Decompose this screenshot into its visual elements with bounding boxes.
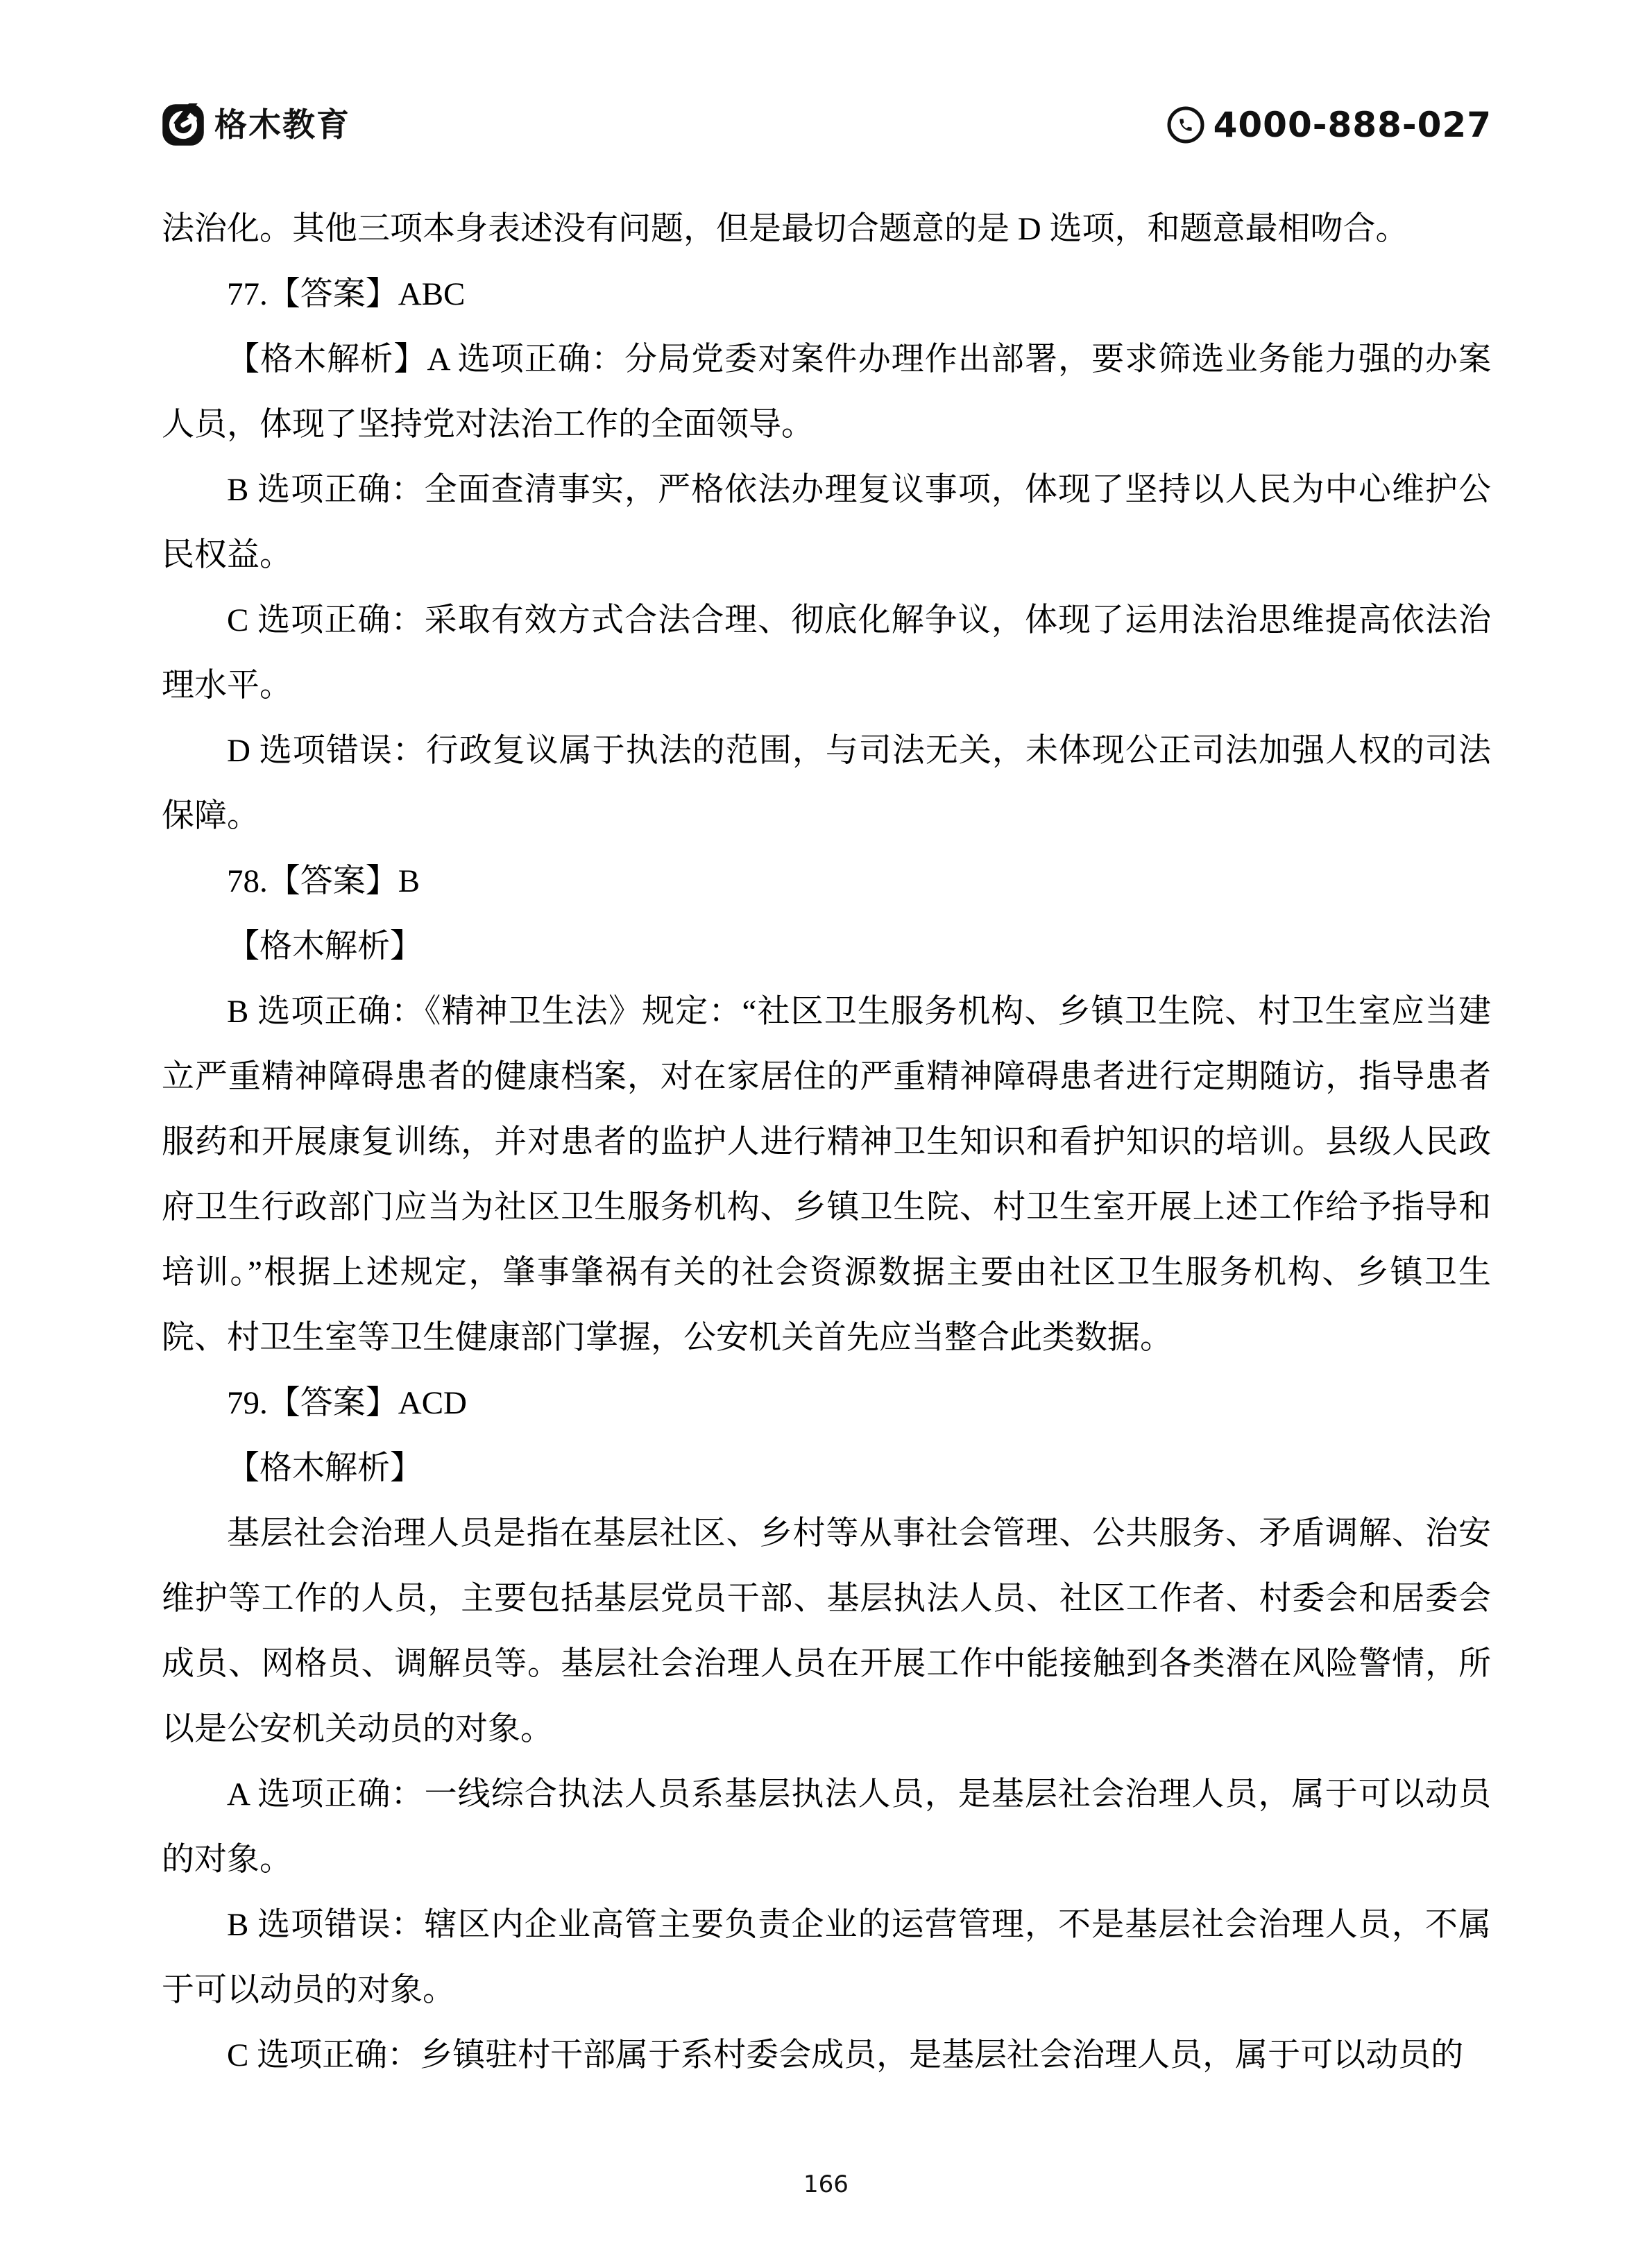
answer-79: 79.【答案】ACD	[227, 1385, 467, 1421]
page-footer	[0, 2171, 1652, 2198]
page-header	[162, 103, 1492, 147]
brand-name: 格木教育	[214, 105, 350, 144]
paragraph-continuation: 法治化。其他三项本身表述没有问题，但是最切合题意的是 D 选项，和题意最相吻合。	[162, 211, 1408, 247]
analysis-77-option-d: D 选项错误：行政复议属于执法的范围，与司法无关，未体现公正司法加强人权的司法保障。	[162, 733, 1491, 834]
analysis-78-heading: 【格木解析】	[227, 928, 423, 965]
analysis-77-option-c: C 选项正确：采取有效方式合法合理、彻底化解争议，体现了运用法治思维提高依法治理水平。	[162, 602, 1491, 704]
answer-77: 77.【答案】ABC	[227, 276, 466, 312]
analysis-79-option-a: A 选项正确：一线综合执法人员系基层执法人员，是基层社会治理人员，属于可以动员的对象。	[162, 1776, 1491, 1878]
brand	[162, 103, 350, 146]
gemu-logo-icon	[162, 103, 205, 146]
analysis-79-option-c: C 选项正确：乡镇驻村干部属于系村委会成员，是基层社会治理人员，属于可以动员的	[227, 2037, 1464, 2073]
phone-number: 4000-888-027	[1213, 105, 1492, 145]
answer-explanations	[162, 196, 1491, 2088]
analysis-79-heading: 【格木解析】	[227, 1450, 423, 1486]
page-number: 166	[803, 2171, 849, 2198]
answer-78: 78.【答案】B	[227, 863, 420, 899]
contact-phone	[1166, 105, 1492, 144]
analysis-79-option-b: B 选项错误：辖区内企业高管主要负责企业的运营管理，不是基层社会治理人员，不属于可以动员的对象。	[162, 1907, 1491, 2008]
analysis-77-option-a: 【格木解析】A 选项正确：分局党委对案件办理作出部署，要求筛选业务能力强的办案人员，体现了坚持党对法治工作的全面领导。	[162, 341, 1491, 443]
analysis-79-intro: 基层社会治理人员是指在基层社区、乡村等从事社会管理、公共服务、矛盾调解、治安维护等工作的人员，主要包括基层党员干部、基层执法人员、社区工作者、村委会和居委会成员、网格员、调解员等。基层社会治理人员在开展工作中能接触到各类潜在风险警情，所以是公安机关动员的对象。	[162, 1515, 1491, 1747]
analysis-77-option-b: B 选项正确：全面查清事实，严格依法办理复议事项，体现了坚持以人民为中心维护公民权益。	[162, 472, 1491, 573]
analysis-78-option-b: B 选项正确：《精神卫生法》规定：“社区卫生服务机构、乡镇卫生院、村卫生室应当建立严重精神障碍患者的健康档案，对在家居住的严重精神障碍患者进行定期随访，指导患者服药和开展康复训练，并对患者的监护人进行精神卫生知识和看护知识的培训。县级人民政府卫生行政部门应当为社区卫生服务机构、乡镇卫生院、村卫生室开展上述工作给予指导和培训。”根据上述规定，肇事肇祸有关的社会资源数据主要由社区卫生服务机构、乡镇卫生院、村卫生室等卫生健康部门掌握，公安机关首先应当整合此类数据。	[162, 994, 1491, 1356]
phone-icon	[1166, 105, 1205, 144]
